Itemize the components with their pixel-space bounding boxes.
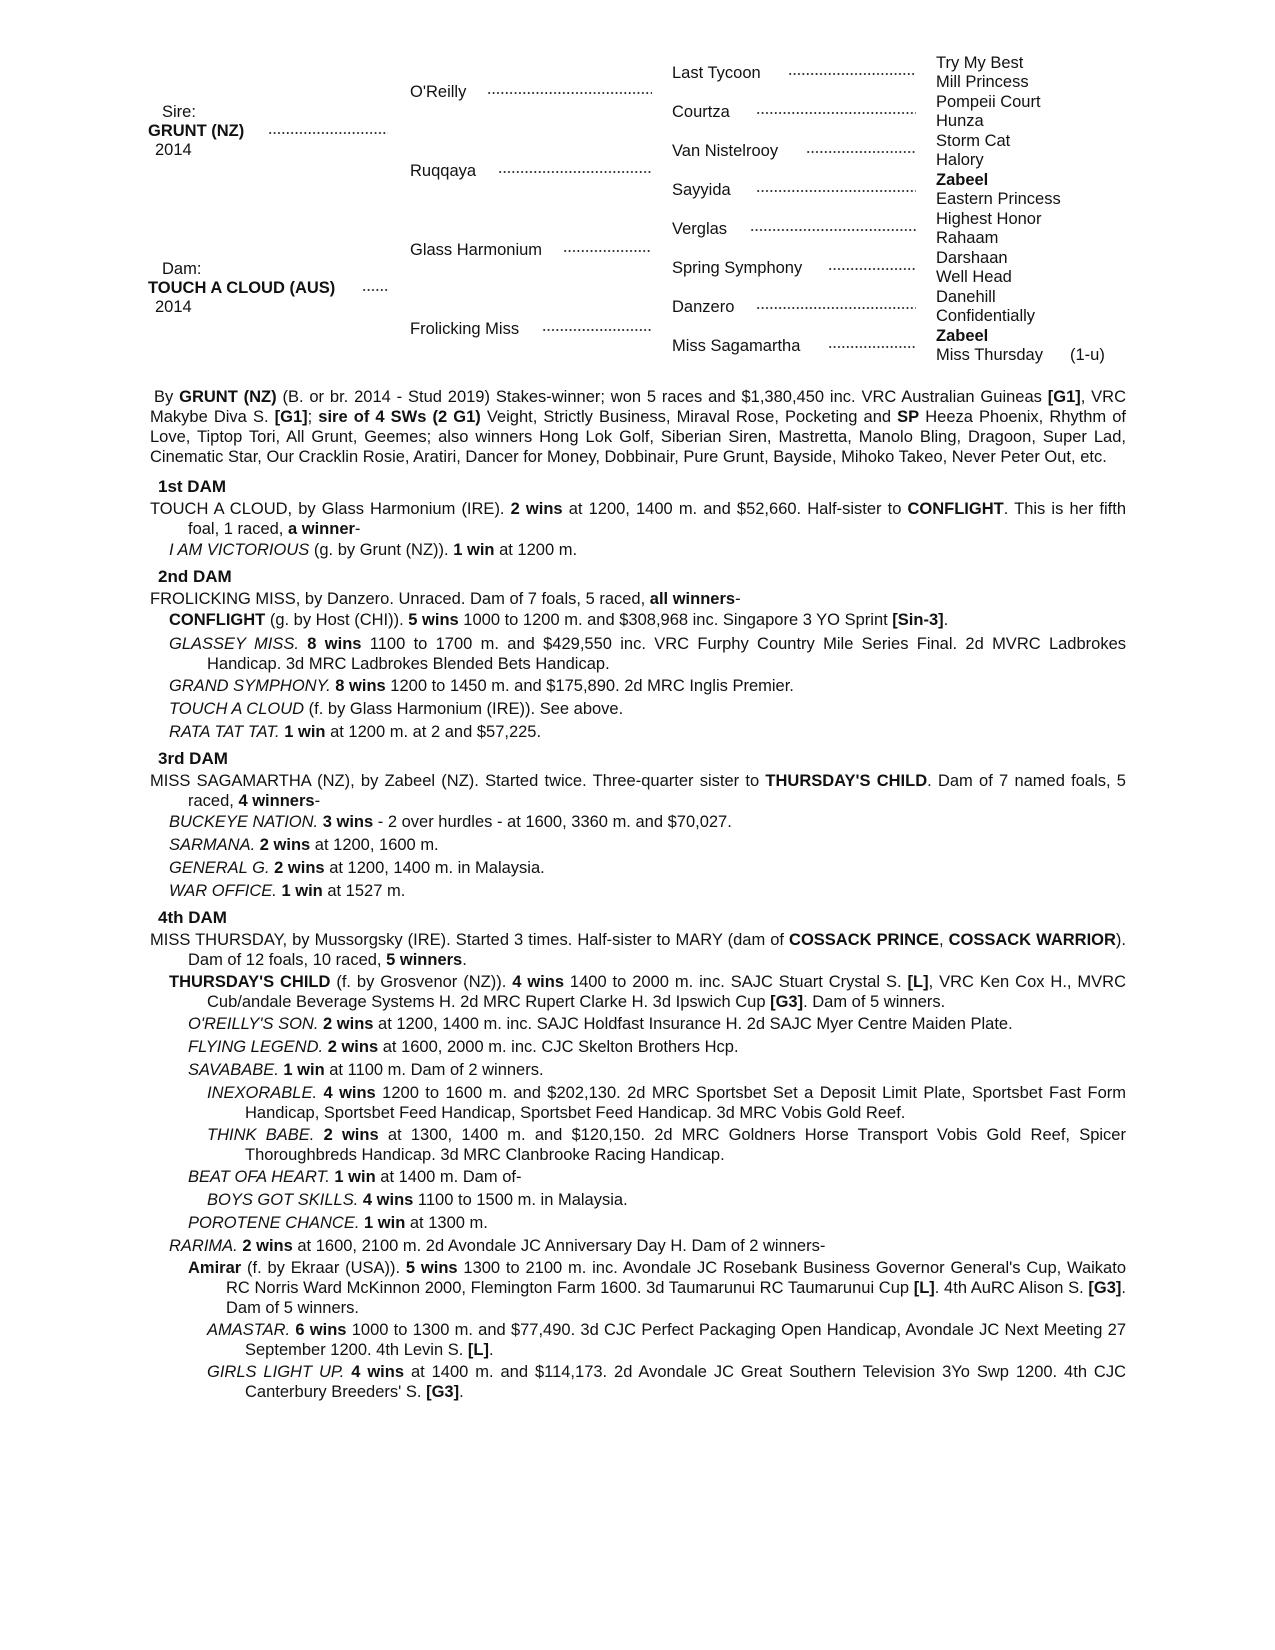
- foal-entry: GIRLS LIGHT UP. 4 wins at 1400 m. and $114,173. 2d Avondale JC Great Southern Television 3Yo Swp 1200. 4th CJC Canterbury Breeders' S. [G3].: [207, 1363, 1126, 1401]
- foal-entry: WAR OFFICE. 1 win at 1527 m.: [169, 882, 406, 900]
- pedigree-gen4-name: Well Head: [936, 268, 1012, 286]
- foal-entry: RARIMA. 2 wins at 1600, 2100 m. 2d Avondale JC Anniversary Day H. Dam of 2 winners-: [169, 1237, 826, 1255]
- dam-label: Dam:: [162, 260, 202, 278]
- foal-entry: BOYS GOT SKILLS. 4 wins 1100 to 1500 m. in Malaysia.: [207, 1191, 628, 1209]
- leader-dots: [498, 171, 652, 173]
- foal-entry: BUCKEYE NATION. 3 wins - 2 over hurdles - at 1600, 3360 m. and $70,027.: [169, 813, 732, 831]
- pedigree-gen4-name: Mill Princess: [936, 73, 1029, 91]
- leader-dots: [756, 190, 916, 192]
- fourth-dam-entry: MISS THURSDAY, by Mussorgsky (IRE). Started 3 times. Half-sister to MARY (dam of COSSACK PRINCE, COSSACK WARRIOR). Dam of 12 foals, 10 raced, 5 winners.: [150, 931, 1126, 969]
- leader-dots: [828, 346, 916, 348]
- pedigree-gen3-name: Verglas: [672, 220, 728, 238]
- foal-entry: GENERAL G. 2 wins at 1200, 1400 m. in Malaysia.: [169, 859, 545, 877]
- first-dam-heading: 1st DAM: [158, 477, 227, 496]
- leader-dots: [268, 132, 388, 134]
- foal-entry: RATA TAT TAT. 1 win at 1200 m. at 2 and $57,225.: [169, 723, 542, 741]
- foal-entry: SARMANA. 2 wins at 1200, 1600 m.: [169, 836, 439, 854]
- pedigree-gen3-name: Courtza: [672, 103, 730, 121]
- sire-name: GRUNT (NZ): [148, 122, 245, 140]
- fourth-dam-heading: 4th DAM: [158, 908, 227, 927]
- foal-entry: POROTENE CHANCE. 1 win at 1300 m.: [188, 1214, 488, 1232]
- dam-year: 2014: [155, 298, 192, 316]
- pedigree-gen3-name: Sayyida: [672, 181, 731, 199]
- pedigree-gen3-name: Miss Sagamartha: [672, 337, 801, 355]
- pedigree-gen4-name: Miss Thursday: [936, 346, 1043, 364]
- third-dam-heading: 3rd DAM: [158, 749, 228, 768]
- foal-entry: TOUCH A CLOUD (f. by Glass Harmonium (IRE)). See above.: [169, 700, 624, 718]
- foal-entry: GLASSEY MISS. 8 wins 1100 to 1700 m. and $429,550 inc. VRC Furphy Country Mile Series Final. 2d MVRC Ladbrokes Handicap. 3d MRC Ladbrokes Blended Bets Handicap.: [169, 635, 1127, 673]
- pedigree-gen2-name: Glass Harmonium: [410, 241, 543, 259]
- pedigree-gen4-name: Zabeel: [936, 171, 989, 189]
- second-dam-entry: FROLICKING MISS, by Danzero. Unraced. Dam of 7 foals, 5 raced, all winners-: [150, 590, 741, 608]
- leader-dots: [788, 73, 916, 75]
- dam-name: TOUCH A CLOUD (AUS): [148, 279, 336, 297]
- pedigree-gen4-name: Highest Honor: [936, 210, 1042, 228]
- leader-dots: [542, 329, 652, 331]
- family-number: (1-u): [1070, 346, 1105, 364]
- pedigree-gen4-name: Darshaan: [936, 249, 1008, 267]
- pedigree-notes: [150, 387, 1126, 1402]
- foal-entry: THINK BABE. 2 wins at 1300, 1400 m. and $120,150. 2d MRC Goldners Horse Transport Vobis Gold Reef, Spicer Thoroughbreds Handicap. 3d MRC Clanbrooke Racing Handicap.: [207, 1126, 1126, 1164]
- first-dam-entry: TOUCH A CLOUD, by Glass Harmonium (IRE). 2 wins at 1200, 1400 m. and $52,660. Half-sister to CONFLIGHT. This is her fifth foal, 1 raced, a winner-: [150, 500, 1127, 538]
- foal-entry: AMASTAR. 6 wins 1000 to 1300 m. and $77,490. 3d CJC Perfect Packaging Open Handicap, Avondale JC Next Meeting 27 September 1200. 4th Levin S. [L].: [207, 1321, 1126, 1359]
- leader-dots: [750, 229, 916, 231]
- leader-dots: [828, 268, 916, 270]
- pedigree-gen4-name: Danehill: [936, 288, 996, 306]
- foal-entry: CONFLIGHT (g. by Host (CHI)). 5 wins 1000 to 1200 m. and $308,968 inc. Singapore 3 YO Sprint [Sin-3].: [169, 611, 949, 629]
- foal-entry: Amirar (f. by Ekraar (USA)). 5 wins 1300 to 2100 m. inc. Avondale JC Rosebank Business Governor General's Cup, Waikato RC Norris Ward McKinnon 2000, Flemington Farm 1600. 3d Taumarunui RC Taumarunui Cup [L]. 4th AuRC Alison S. [G3]. Dam of 5 winners.: [188, 1259, 1126, 1317]
- pedigree-gen3-name: Last Tycoon: [672, 64, 761, 82]
- pedigree-gen3-name: Van Nistelrooy: [672, 142, 779, 160]
- foal-entry: O'REILLY'S SON. 2 wins at 1200, 1400 m. inc. SAJC Holdfast Insurance H. 2d SAJC Myer Centre Maiden Plate.: [188, 1015, 1013, 1033]
- pedigree-gen3-name: Spring Symphony: [672, 259, 803, 277]
- pedigree-gen2-name: Frolicking Miss: [410, 320, 520, 338]
- leader-dots: [756, 112, 916, 114]
- pedigree-gen4-name: Pompeii Court: [936, 93, 1041, 111]
- pedigree-gen3-name: Danzero: [672, 298, 735, 316]
- pedigree-gen4-name: Eastern Princess: [936, 190, 1061, 208]
- foal-entry: INEXORABLE. 4 wins 1200 to 1600 m. and $202,130. 2d MRC Sportsbet Set a Deposit Limit Plate, Sportsbet Fast Form Handicap, Sportsbet Feed Handicap, Sportsbet Feed Handicap. 3d MRC Vobis Gold Reef.: [207, 1084, 1126, 1122]
- leader-dots: [362, 289, 388, 291]
- foal-entry: I AM VICTORIOUS (g. by Grunt (NZ)). 1 win at 1200 m.: [169, 541, 578, 559]
- leader-dots: [756, 307, 916, 309]
- foal-entry: SAVABABE. 1 win at 1100 m. Dam of 2 winners.: [188, 1061, 544, 1079]
- pedigree-gen4-name: Halory: [936, 151, 984, 169]
- pedigree-gen4-name: Hunza: [936, 112, 984, 130]
- pedigree-gen4-name: Try My Best: [936, 54, 1024, 72]
- foal-entry: FLYING LEGEND. 2 wins at 1600, 2000 m. inc. CJC Skelton Brothers Hcp.: [188, 1038, 739, 1056]
- pedigree-gen4-name: Confidentially: [936, 307, 1036, 325]
- sire-label: Sire:: [162, 103, 196, 121]
- sire-year: 2014: [155, 141, 192, 159]
- pedigree-gen4-name: Zabeel: [936, 327, 989, 345]
- pedigree-gen4-name: Storm Cat: [936, 132, 1011, 150]
- leader-dots: [806, 151, 916, 153]
- pedigree-gen4-name: Rahaam: [936, 229, 999, 247]
- third-dam-entry: MISS SAGAMARTHA (NZ), by Zabeel (NZ). Started twice. Three-quarter sister to THURSDAY'S CHILD. Dam of 7 named foals, 5 raced, 4 winners-: [150, 772, 1126, 810]
- foal-entry: THURSDAY'S CHILD (f. by Grosvenor (NZ)). 4 wins 1400 to 2000 m. inc. SAJC Stuart Crystal S. [L], VRC Ken Cox H., MVRC Cub/andale Beverage Systems H. 2d MRC Rupert Clarke H. 3d Ipswich Cup [G3]. Dam of 5 winners.: [169, 973, 1127, 1011]
- foal-entry: GRAND SYMPHONY. 8 wins 1200 to 1450 m. and $175,890. 2d MRC Inglis Premier.: [169, 677, 794, 695]
- leader-dots: [487, 92, 652, 94]
- foal-entry: BEAT OFA HEART. 1 win at 1400 m. Dam of-: [188, 1168, 522, 1186]
- pedigree-gen2-name: Ruqqaya: [410, 162, 477, 180]
- leader-dots: [563, 250, 652, 252]
- pedigree-gen2-name: O'Reilly: [410, 83, 467, 101]
- second-dam-heading: 2nd DAM: [158, 567, 232, 586]
- sire-paragraph: By GRUNT (NZ) (B. or br. 2014 - Stud 2019) Stakes-winner; won 5 races and $1,380,450 inc. VRC Australian Guineas [G1], VRC Makybe Diva S. [G1]; sire of 4 SWs (2 G1) Veight, Strictly Business, Miraval Rose, Pocketing and SP Heeza Phoenix, Rhythm of Love, Tiptop Tori, All Grunt, Geemes; also winners Hong Lok Golf, Siberian Siren, Mastretta, Manolo Bling, Dragoon, Super Lad, Cinematic Star, Our Cracklin Rosie, Aratiri, Dancer for Money, Dobbinair, Pure Grunt, Bayside, Mihoko Takeo, Never Peter Out, etc.: [150, 388, 1127, 466]
